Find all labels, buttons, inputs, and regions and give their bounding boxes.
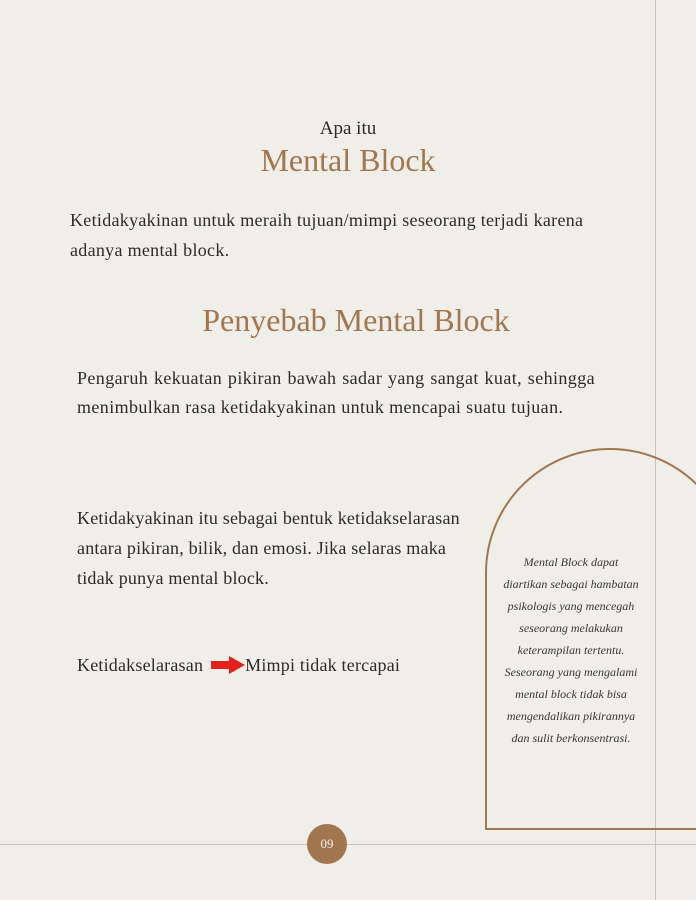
intro-paragraph: Ketidakyakinan untuk meraih tujuan/mimpi seseorang terjadi karena adanya mental block.	[70, 210, 584, 260]
footer-divider-line	[0, 844, 696, 845]
right-arrow-icon	[211, 656, 245, 674]
explanation-paragraph: Ketidakyakinan itu sebagai bentuk ketidakselarasan antara pikiran, bilik, dan emosi. Jika selaras maka tidak punya mental block.	[77, 508, 460, 588]
callout-text: Mental Block dapat diartikan sebagai hambatan psikologis yang mencegah seseorang melakukan keterampilan tertentu. Seseorang yang mengalami mental block tidak bisa mengendalikan pikirannya dan sulit berkonsentrasi.	[503, 555, 639, 745]
section-heading: Penyebab Mental Block	[202, 302, 510, 338]
page-subtitle: Apa itu	[319, 118, 377, 139]
flow-to-text: Mimpi tidak tercapai	[245, 655, 401, 675]
page-number-badge: 09	[307, 824, 347, 864]
cause-effect-flow	[77, 650, 497, 680]
flow-from-text: Ketidakselarasan	[77, 655, 204, 675]
cause-paragraph: Pengaruh kekuatan pikiran bawah sadar yang sangat kuat, sehingga menimbulkan rasa ketidakyakinan untuk mencapai suatu tujuan.	[77, 368, 595, 417]
page-title: Mental Block	[260, 142, 436, 178]
